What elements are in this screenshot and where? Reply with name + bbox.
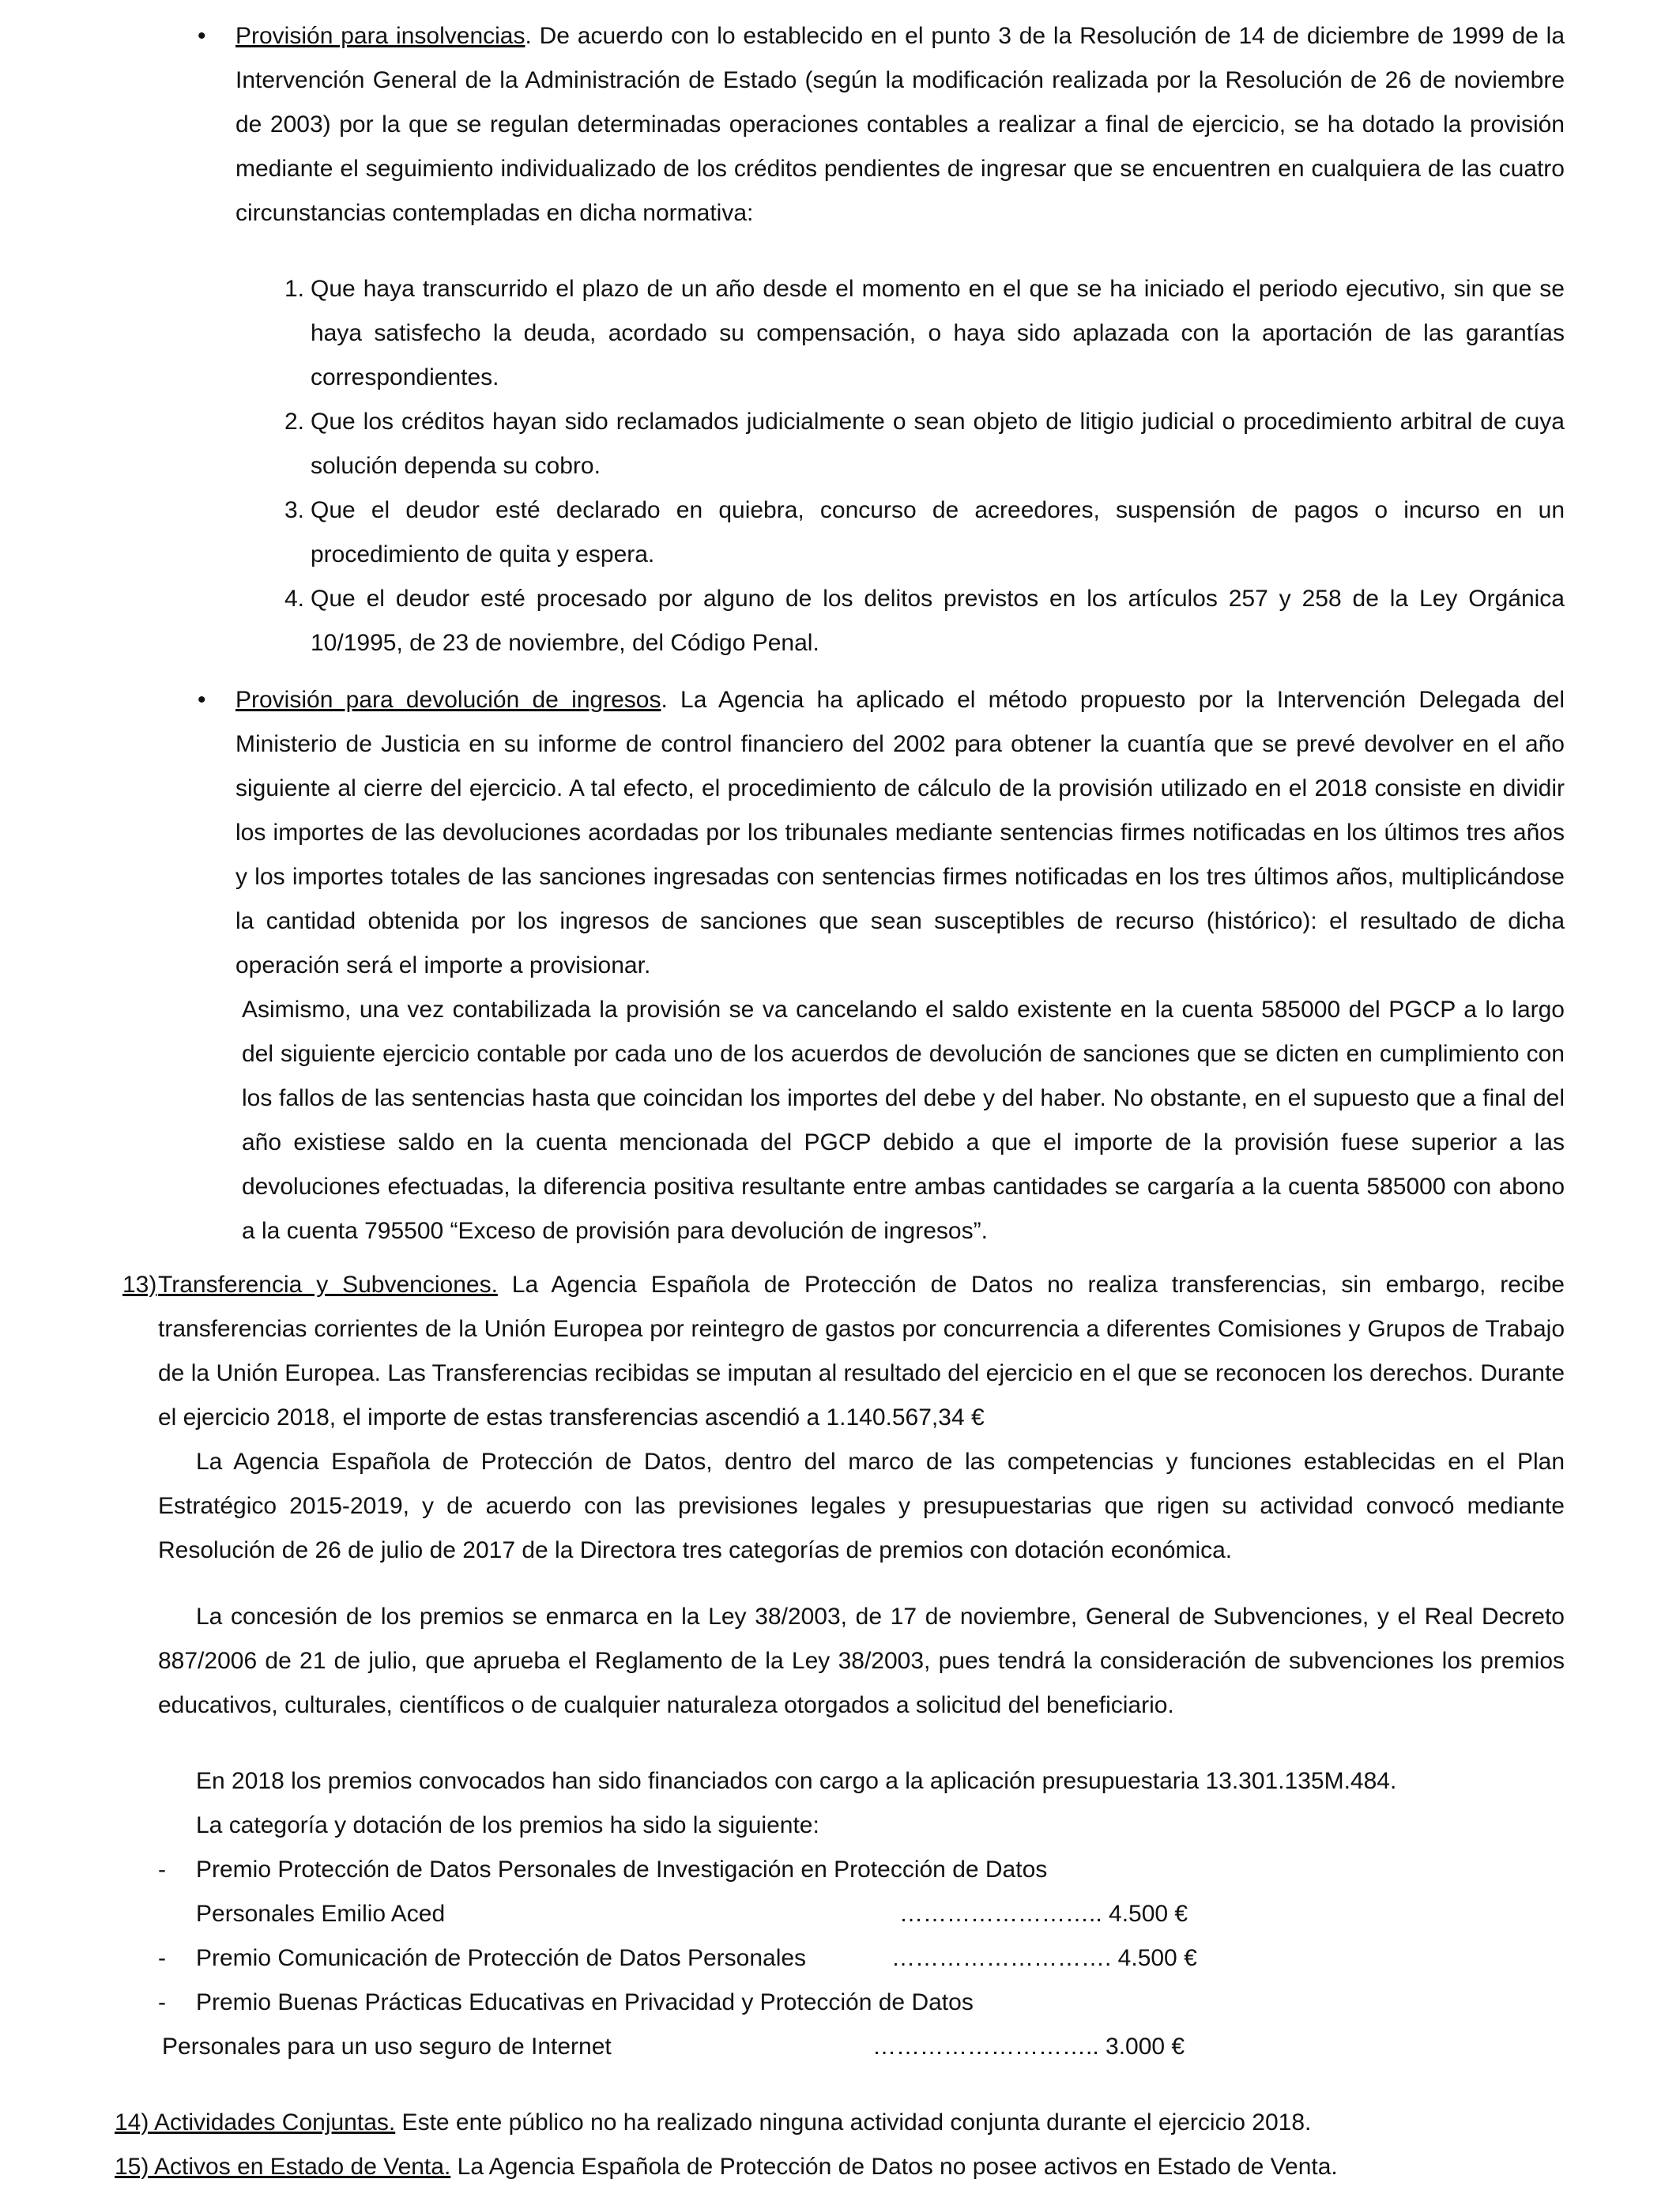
prize-1-line-1: Premio Protección de Datos Personales de Investigación en Protección de Datos [196,1857,1048,1883]
heading-section-14: 14) Actividades Conjuntas. [115,2109,396,2136]
text-section-14: Este ente público no ha realizado ninguna actividad conjunta durante el ejercicio 2018. [395,2109,1312,2136]
paragraph-section-13-p4: En 2018 los premios convocados han sido financiados con cargo a la aplicación presupuestaria 13.301.135M.484. [196,1768,1397,1794]
bullet-insolvencias: • [198,23,206,49]
paragraph-section-13-p2: La Agencia Española de Protección de Datos, dentro del marco de las competencias y funciones establecidas en el Plan Estratégico 2015-2019, y de acuerdo con las previsiones legales y presupuestarias que rigen su actividad convocó mediante Resolución de 26 de julio de 2017 de la Directora tres categorías de premios con dotación económica. [158,1449,1565,1563]
heading-devolucion: Provisión para devolución de ingresos [235,687,661,713]
text-section-13: La Agencia Española de Protección de Datos no realiza transferencias, sin embargo, recibe transferencias corrientes de la Unión Europea por reintegro de gastos por concurrencia a diferentes Comisiones y Grupos de Trabajo de la Unión Europea. Las Transferencias recibidas se imputan al resultado del ejercicio en el que se reconocen los derechos. Durante el ejercicio 2018, el importe de estas transferencias ascendió a 1.140.567,34 € [158,1272,1565,1431]
list-text: Que haya transcurrido el plazo de un año desde el momento en el que se ha iniciado el periodo ejecutivo, sin que se haya satisfecho la deuda, acordado su compensación, o haya sido aplazada con la aportación de las garantías correspondientes. [311,276,1565,390]
prize-2-dash: - [158,1945,166,1971]
list-number: 3. [284,497,304,523]
paragraph-section-13-p5: La categoría y dotación de los premios ha sido la siguiente: [196,1812,819,1838]
paragraph-section-14 [115,2101,1565,2145]
paragraph-section-15 [115,2145,1565,2189]
prize-1-line-2: Personales Emilio Aced [196,1901,446,1927]
bullet-devolucion: • [198,687,206,713]
prize-1-dash: - [158,1857,166,1883]
paragraph-devolucion [235,678,1565,988]
paragraph-section-13 [158,1263,1565,1440]
text-devolucion: . La Agencia ha aplicado el método propuesto por la Intervención Delegada del Ministerio de Justicia en su informe de control financiero del 2002 para obtener la cuantía que se prevé devolver en el año siguiente al cierre del ejercicio. A tal efecto, el procedimiento de cálculo de la provisión utilizado en el 2018 consiste en dividir los importes de las devoluciones acordadas por los tribunales mediante sentencias firmes notificadas en los últimos tres años y los importes totales de las sanciones ingresadas con sentencias firmes notificadas en los tres últimos años, multiplicándose la cantidad obtenida por los ingresos de sanciones que sean susceptibles de recurso (histórico): el resultado de dicha operación será el importe a provisionar. [235,687,1565,978]
paragraph-section-13-p3: La concesión de los premios se enmarca en la Ley 38/2003, de 17 de noviembre, General de Subvenciones, y el Real Decreto 887/2006 de 21 de julio, que aprueba el Reglamento de la Ley 38/2003, pues tendrá la consideración de subvenciones los premios educativos, culturales, científicos o de cualquier naturaleza otorgados a solicitud del beneficiario. [158,1604,1565,1718]
prize-3-line-1: Premio Buenas Prácticas Educativas en Privacidad y Protección de Datos [196,1989,974,2015]
text-insolvencias: . De acuerdo con lo establecido en el punto 3 de la Resolución de 14 de diciembre de 1999 de la Intervención General de la Administración de Estado (según la modificación realizada por la Resolución de 26 de noviembre de 2003) por la que se regulan determinadas operaciones contables a realizar a final de ejercicio, se ha dotado la provisión mediante el seguimiento individualizado de los créditos pendientes de ingresar que se encuentren en cualquiera de las cuatro circunstancias contempladas en dicha normativa: [235,23,1565,226]
list-text: Que los créditos hayan sido reclamados judicialmente o sean objeto de litigio judicial o procedimiento arbitral de cuya solución dependa su cobro. [311,409,1565,479]
list-text: Que el deudor esté declarado en quiebra, concurso de acreedores, suspensión de pagos o incurso en un procedimiento de quita y espera. [311,497,1565,567]
list-number: 4. [284,586,304,612]
prize-2-amount: ………………………. 4.500 € [891,1945,1197,1971]
heading-section-15: 15) Activos en Estado de Venta. [115,2154,451,2180]
text-section-15: La Agencia Española de Protección de Datos no posee activos en Estado de Venta. [450,2154,1338,2180]
section-13-number: 13) [122,1272,157,1298]
prize-3-line-2: Personales para un uso seguro de Internet [162,2034,612,2060]
paragraph-devolucion-2: Asimismo, una vez contabilizada la provisión se va cancelando el saldo existente en la cuenta 585000 del PGCP a lo largo del siguiente ejercicio contable por cada uno de los acuerdos de devolución de sanciones que se dicten en cumplimiento con los fallos de las sentencias hasta que coincidan los importes del debe y del haber. No obstante, en el supuesto que a final del año existiese saldo en la cuenta mencionada del PGCP debido a que el importe de la provisión fuese superior a las devoluciones efectuadas, la diferencia positiva resultante entre ambas cantidades se cargaría a la cuenta 585000 con abono a la cuenta 795500 “Exceso de provisión para devolución de ingresos”. [242,997,1565,1244]
heading-section-13: Transferencia y Subvenciones. [158,1272,498,1298]
prize-2-line-1: Premio Comunicación de Protección de Datos Personales [196,1945,807,1971]
prize-3-amount: ……………………….. 3.000 € [872,2034,1185,2060]
prize-1-amount: …………………….. 4.500 € [899,1901,1188,1927]
list-number: 2. [284,409,304,435]
list-text: Que el deudor esté procesado por alguno de los delitos previstos en los artículos 257 y 258 de la Ley Orgánica 10/1995, de 23 de noviembre, del Código Penal. [311,586,1565,656]
prize-3-dash: - [158,1989,166,2015]
list-number: 1. [284,276,304,302]
paragraph-insolvencias [235,14,1565,236]
heading-insolvencias: Provisión para insolvencias [235,23,525,49]
